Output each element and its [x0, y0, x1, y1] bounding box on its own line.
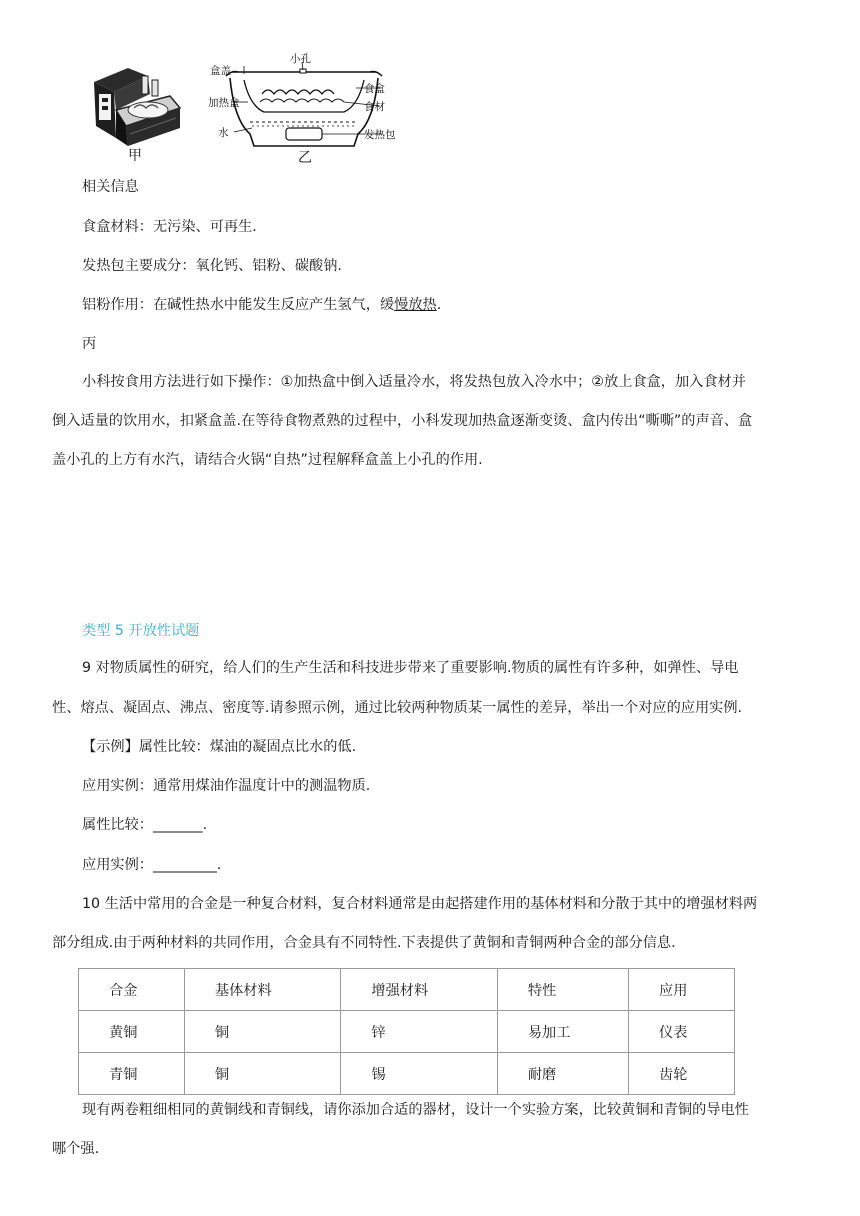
info-heat-pack: 发热包主要成分：氧化钙、铝粉、碳酸钠. — [82, 258, 342, 274]
q9-example-apply: 应用实例：通常用煤油作温度计中的测温物质. — [82, 778, 371, 794]
label-heating-box: 加热盒 — [208, 97, 240, 109]
table-cell: 铜 — [184, 1011, 340, 1053]
figure-bing-caption: 丙 — [82, 336, 97, 352]
info-aluminum-underlined: 慢放热 — [394, 297, 437, 313]
q10-line-1: 10 生活中常用的合金是一种复合材料，复合材料通常是由起搭建作用的基体材料和分散于其中的增强材料两 — [82, 896, 758, 912]
table-cell: 仪表 — [629, 1011, 735, 1053]
table-row — [79, 1053, 735, 1095]
q8-line-2: 倒入适量的饮用水，扣紧盒盖.在等待食物煮熟的过程中，小科发现加热盒逐渐变烫、盒内传出“嘶嘶”的声音、盒 — [52, 413, 753, 429]
table-header-cell: 应用 — [629, 969, 735, 1011]
q9-apply-end: . — [216, 857, 222, 873]
table-row — [79, 1011, 735, 1053]
q9-apply-answer — [82, 855, 221, 875]
table-cell: 青铜 — [79, 1053, 185, 1095]
table-cell: 铜 — [184, 1053, 340, 1095]
info-aluminum — [82, 295, 441, 315]
table-cell: 锌 — [341, 1011, 497, 1053]
q10-after-line-2: 哪个强. — [52, 1141, 100, 1157]
self-heating-hotpot-photo — [82, 54, 192, 164]
table-header-cell: 合金 — [79, 969, 185, 1011]
q8-line-3: 盖小孔的上方有水汽，请结合火锅“自热”过程解释盒盖上小孔的作用. — [52, 452, 483, 468]
q10-line-2: 部分组成.由于两种材料的共同作用，合金具有不同特性.下表提供了黄铜和青铜两种合金的部分信息. — [52, 935, 676, 951]
table-cell: 耐磨 — [497, 1053, 628, 1095]
section-heading: 类型 5 开放性试题 — [82, 623, 200, 639]
info-aluminum-end: . — [436, 297, 442, 313]
label-heat-pack: 发热包 — [364, 129, 396, 141]
table-cell: 易加工 — [497, 1011, 628, 1053]
alloy-table — [78, 968, 735, 1095]
table-header-cell: 基体材料 — [184, 969, 340, 1011]
info-material: 食盒材料：无污染、可再生. — [82, 219, 257, 235]
figure-yi-caption: 乙 — [298, 150, 312, 166]
q9-example-compare: 【示例】属性比较：煤油的凝固点比水的低. — [82, 739, 357, 755]
q9-compare-blank[interactable]: _______ — [152, 817, 203, 833]
q9-compare-end: . — [202, 817, 208, 833]
label-hole: 小孔 — [290, 53, 311, 65]
q9-apply-label: 应用实例： — [82, 857, 153, 873]
table-cell: 齿轮 — [629, 1053, 735, 1095]
figure-area — [82, 50, 402, 168]
label-water: 水 — [218, 127, 229, 139]
q10-after-line-1: 现有两卷粗细相同的黄铜线和青铜线，请你添加合适的器材，设计一个实验方案，比较黄铜和青铜的导电性 — [82, 1102, 749, 1118]
label-lid: 盒盖 — [210, 65, 231, 77]
q9-line-1: 9 对物质属性的研究，给人们的生产生活和科技进步带来了重要影响.物质的属性有许多种，如弹性、导电 — [82, 660, 739, 676]
table-header-cell: 特性 — [497, 969, 628, 1011]
table-header-cell: 增强材料 — [341, 969, 497, 1011]
q9-compare-answer — [82, 815, 207, 835]
label-food-box: 食盒 — [364, 83, 385, 95]
q9-compare-label: 属性比较： — [82, 817, 153, 833]
label-food: 食材 — [364, 101, 385, 113]
hotpot-cross-section-diagram — [204, 50, 404, 168]
q9-apply-blank[interactable]: _________ — [152, 857, 217, 873]
q8-line-1: 小科按食用方法进行如下操作：①加热盒中倒入适量冷水，将发热包放入冷水中；②放上食盒，加入食材并 — [82, 374, 746, 390]
info-title: 相关信息 — [82, 179, 139, 195]
figure-jia-caption: 甲 — [128, 148, 142, 164]
table-cell: 黄铜 — [79, 1011, 185, 1053]
table-header-row — [79, 969, 735, 1011]
info-aluminum-text: 铝粉作用：在碱性热水中能发生反应产生氢气，缓 — [82, 297, 395, 313]
table-cell: 锡 — [341, 1053, 497, 1095]
q9-line-2: 性、熔点、凝固点、沸点、密度等.请参照示例，通过比较两种物质某一属性的差异，举出一个对应的应用实例. — [52, 700, 743, 716]
